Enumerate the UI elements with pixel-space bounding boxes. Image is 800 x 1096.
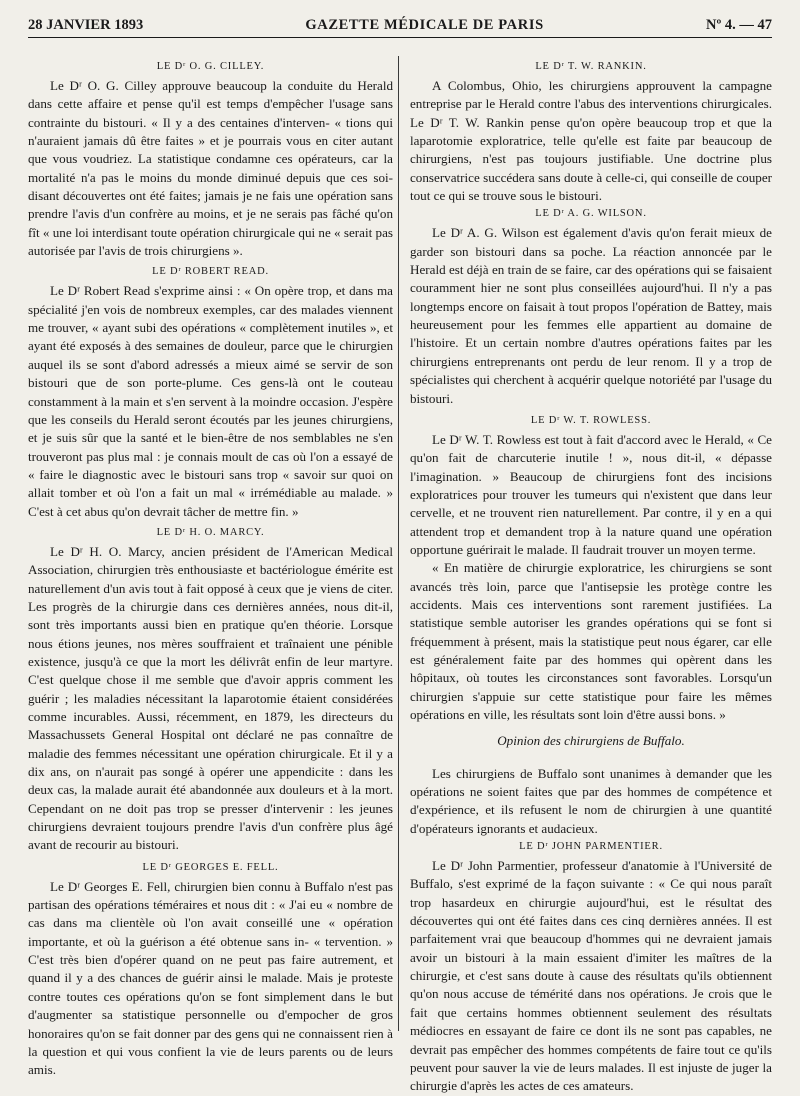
paragraph-read: Le Dʳ Robert Read s'exprime ainsi : « On opère trop, et dans ma spécialité j'en vois de nombreux exemples, car des malades viennent me trouver, « ayant subi des opérations « complètement inutiles », et ayant été exposés à des semaines de douleur, parce que le chirurgien auquel ils se sont d'abord adressés a mieux aimé se servir de son bistouri que de son porte-plume. Ces gens-là ont le couteau constamment à la main et s'en servent à la moindre occasion. J'espère que les conseils du Herald seront écoutés par les jeunes chirurgiens, et je suis sûr que la santé et le bien-être de nos semblables ne s'en trouveront pas plus mal : je connais moult de cas où l'on a essayé de « faire le diagnostic avec le bistouri sans trop « savoir sur quoi on allait tomber et où l'on a fait un mal « irrémédiable au malade. » C'est à cet abus qu'on devrait tâcher de mettre fin. » [28,283,393,519]
publication-title: GAZETTE MÉDICALE DE PARIS [305,17,544,33]
buffalo-subtitle: Opinion des chirurgiens de Buffalo. [497,733,685,749]
section-heading-read: LE Dʳ ROBERT READ. [152,266,269,278]
section-heading-fell: LE Dʳ GEORGES E. FELL. [142,861,279,873]
paragraph-marcy: Le Dʳ H. O. Marcy, ancien président de l'American Medical Association, chirurgien très enthousiaste et bactériologue émérite est naturellement d'un avis tout à fait opposé à ceux que je viens de citer. Les progrès de la chirurgie dans ces dernières années, nous dit-il, sont très importants aussi bien en pratique qu'en théorie. Lorsque nous étions jeunes, nos mères souffraient et traînaient une pénible existence, jusqu'à ce que la mort les délivrât enfin de leur martyre. C'est quelque chose il me semble que d'avoir appris comment les guérir ; les maladies nécessitant la laparotomie étaient considérées comme incurables. Aussi, récemment, en 1879, les directeurs du Massachussets General Hospital ont déclaré ne pas connaître de maladie des femmes nécessitant une opération chirurgicale. Et il y a dix ans, on n'aurait pas songé à opérer une appendicite : dans les deux cas, la malade aurait été abandonnée aux douleurs et à la mort. Cependant on ne doit pas trop se presser d'intervenir : les jeunes chirurgiens devraient toujours prendre l'avis d'un confrère plus âgé avant de recourir au bistouri. [28,543,393,853]
paragraph-wilson: Le Dʳ A. G. Wilson est également d'avis qu'on ferait mieux de garder son bistouri dans sa poche. La réaction annoncée par le Herald est déjà en train de se faire, car des opérations qui se faisaient couramment hier ne sont plus conseillées aujourd'hui. Il n'y a pas longtemps encore on faisait à tout propos l'opération de Battey, mais heureusement pour les femmes elle appartient au domaine de l'histoire. Et un certain nombre d'autres opérations faites par les chirurgiens entreprenants ont perdu de leur renom. Il y a trop de spécialistes qui cherchent à acquérir quelque notoriété par l'usage du bistouri. [410,225,772,406]
section-heading-rankin: LE Dʳ T. W. RANKIN. [535,61,647,72]
column-divider [398,56,399,1031]
paragraph-rowless-2: « En matière de chirurgie exploratrice, les chirurgiens se sont avancés très loin, parce que l'antisepsie les protège contre les accidents. Mais ces interventions sont rarement justifiées. La statistique semble autoriser les grandes opérations qui se font si fréquemment à présent, mais la statistique peut nous égarer, car elle est généralement faite par des hommes qui opèrent dans les hôpitaux, où toutes les circonstances sont favorables. Lorsqu'un chirurgien s'appuie sur cette statistique pour faire les mêmes opérations en ville, les résultats sont loin d'être aussi bons. » [410,560,772,722]
right-column [410,58,772,1096]
section-heading-marcy: LE Dʳ H. O. MARCY. [156,526,265,538]
paragraph-rankin: A Colombus, Ohio, les chirurgiens approuvent la campagne entreprise par le Herald contre l'abus des interventions chirurgicales. Le Dʳ T. W. Rankin pense qu'on opère beaucoup trop et que la laparotomie exploratrice, telle qu'elle est faite par beaucoup de chirurgiens, n'est pas toujours justifiable. Une doctrine plus conservatrice succédera sans doute à celle-ci, qui conseille de couper tout ce qui se trouve sous le bistouri. [410,78,772,204]
paragraph-cilley: Le Dʳ O. G. Cilley approuve beaucoup la conduite du Herald dans cette affaire et pense qu'il est temps d'empêcher l'usage sans contrainte du bistouri. « Il y a des centaines d'interven- « tions qui n'auraient jamais dû être faites » et je pourrais vous en citer autant que vous voudriez. La statistique condamne ces opérateurs, car la mortalité n'a pas le moins du monde diminué depuis que ces soi-disant découvertes ont été faites; jamais je ne fais une opération sans prendre l'avis d'un confrère au moins, et je ne serais pas fâché qu'on fît « une loi interdisant toute opération chirurgicale qui ne « serait pas autorisée par l'avis de trois chirurgiens ». [28,78,393,259]
paragraph-rowless-1: Le Dʳ W. T. Rowless est tout à fait d'accord avec le Herald, « Ce qu'on fait de charcuterie inutile ! », nous dit-il, « dépasse l'imagination. » Beaucoup de chirurgiens font des incisions exploratrices pour trouver les tumeurs qui n'existent que dans leur cervelle, et ne trouvent rien naturellement. Par contre, il y en a qui attendent trop et demandent trop à la nature quand une opération opportune guérirait le malade. Il faudrait trouver un moyen terme. [410,431,772,557]
section-heading-cilley: LE Dʳ O. G. CILLEY. [156,61,265,72]
paragraph-buffalo: Les chirurgiens de Buffalo sont unanimes à demander que les opérations ne soient faites que par des hommes de compétence et d'expérience, et ils refusent le nom de chirurgien à une quantité d'opérateurs ignorants et audacieux. [410,765,772,836]
page-number: Nº 4. — 47 [705,17,772,33]
section-heading-wilson: LE Dʳ A. G. WILSON. [535,208,647,220]
section-heading-rowless: LE Dʳ W. T. ROWLESS. [530,414,652,426]
paragraph-fell: Le Dʳ Georges E. Fell, chirurgien bien connu à Buffalo n'est pas partisan des opérations téméraires et nous dit : « J'ai eu « nombre de cas dans ma clientèle où l'on avait conseillé une « opération importante, et où la guérison a été obtenue sans in- « tervention. » C'est très bien d'opérer quand on ne peut pas faire autrement, et quand il y a des chances de guérir ainsi le malade. Mais je proteste contre toutes ces opérations qu'on se font simplement dans le but d'augmenter sa statistique personnelle ou d'empocher de gros honoraires qu'on se fait donner par des gens qui ne connaissent rien à la question et qui vous confient la vie de leurs parents ou de leurs amis. [28,878,393,1078]
page-header [28,14,772,38]
paragraph-parmentier: Le Dʳ John Parmentier, professeur d'anatomie à l'Université de Buffalo, s'est exprimé de la façon suivante : « Ce qui nous paraît trop hasardeux en chirurgie aujourd'hui, est le résultat des découvertes qui ont été faites dans ces cinq dernières années. Il est parfaitement vrai que beaucoup d'hommes qui ne devraient jamais avoir un bistouri à la main essaient d'imiter les maîtres de la chirurgie, et c'est sans doute à cause des résultats qu'ils obtiennent qu'on nous accuse de témérité dans nos opérations. Je crois que le fait que certains hommes obtiennent seulement des résultats médiocres en essayant de faire ce dont ils ne sont pas capables, ne devrait pas empêcher des hommes compétents de faire tout ce qu'ils peuvent pour sauver la vie de leurs malades. Il est injuste de juger la chirurgie d'après les actes de ces amateurs. [410,858,772,1094]
section-heading-parmentier: LE Dʳ JOHN PARMENTIER. [519,841,663,853]
issue-date: 28 JANVIER 1893 [28,17,144,33]
left-column [28,58,393,1080]
